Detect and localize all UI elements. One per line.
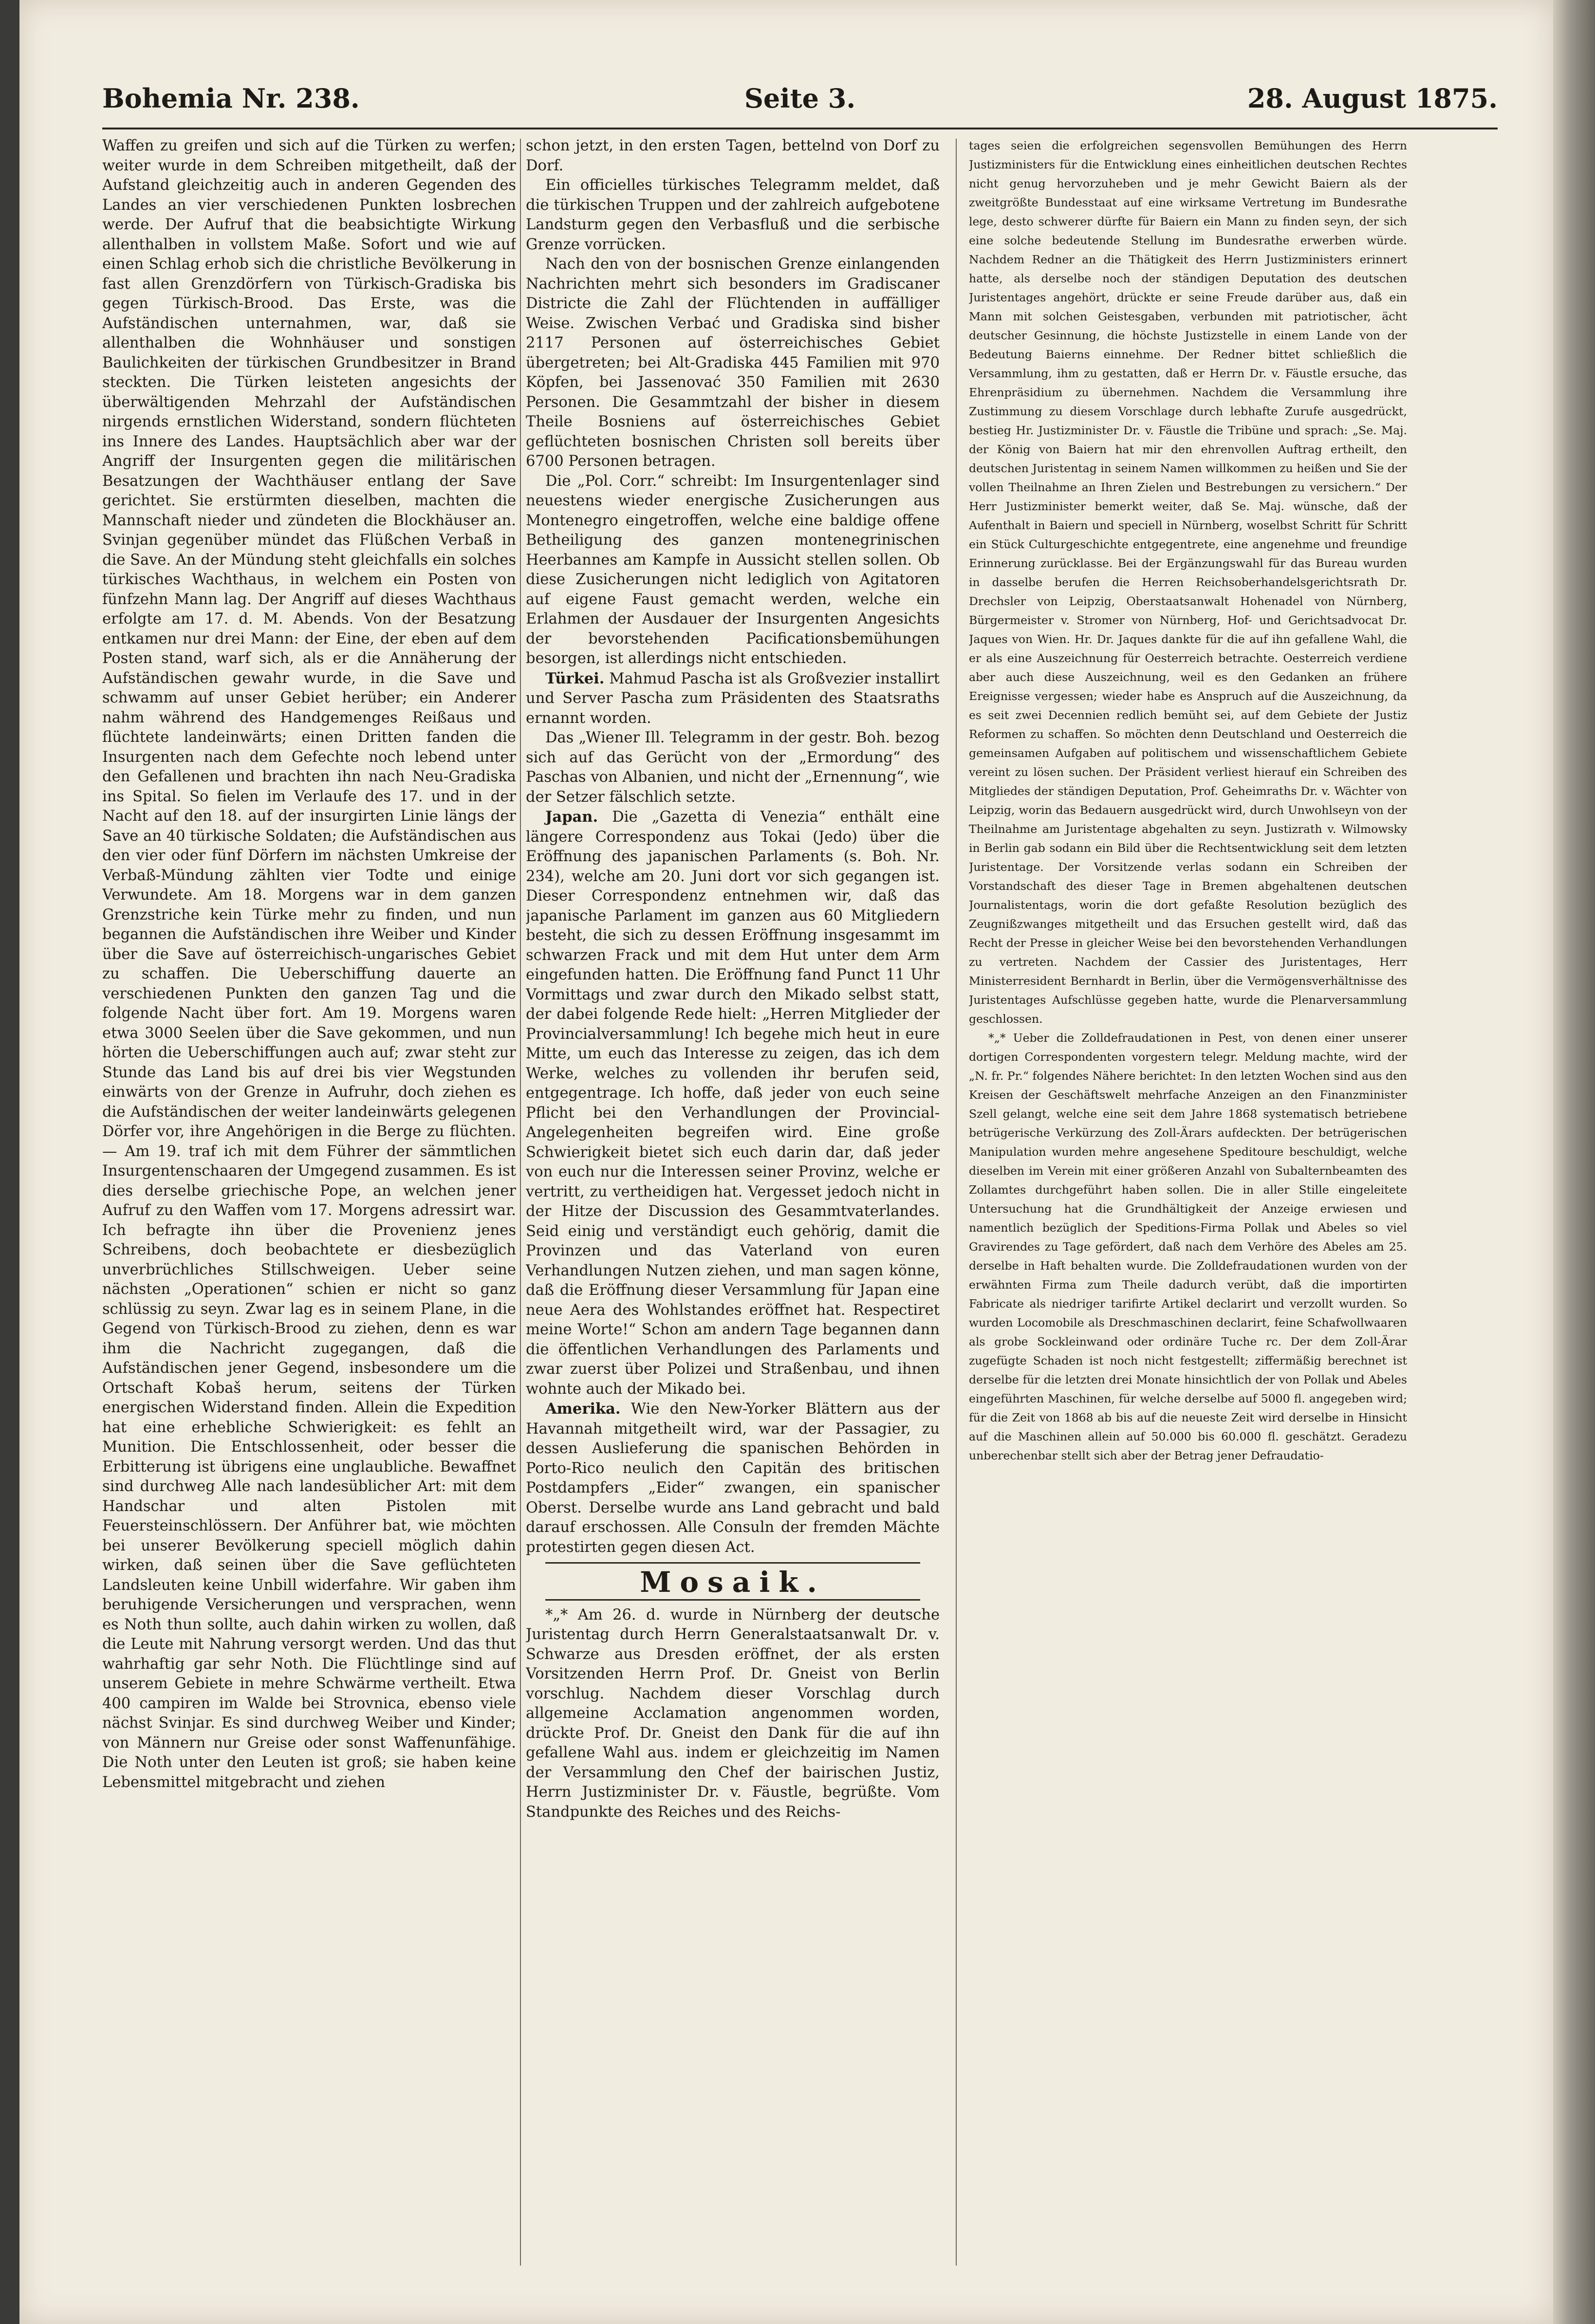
column-rule <box>956 139 957 2266</box>
article-text: schon jetzt, in den ersten Tagen, bettelnd von Dorf zu Dorf. <box>526 137 940 174</box>
rubric-america: Amerika. <box>545 1400 621 1418</box>
article-text: Türkei. Mahmud Pascha ist als Großvezier installirt und Server Pascha zum Präsidenten des Staatsraths ernannt worden. <box>526 669 940 727</box>
header-rule <box>102 128 1498 129</box>
article-text: Ein officielles türkisches Telegramm meldet, daß die türkischen Truppen und der zahlreich aufgebotene Landsturm gegen den Verbasfluß und die serbische Grenze vorrücken. <box>526 177 940 253</box>
section-title: Mosaik. <box>640 1566 826 1599</box>
article-text: Das „Wiener Ill. Telegramm in der gestr. Boh. bezog sich auf das Gerücht von der „Ermordung“ des Paschas von Albanien, und nicht der „Ernennung“, wie der Setzer fälschlich setzte. <box>526 729 940 806</box>
header-publication: Bohemia Nr. 238. <box>102 83 360 114</box>
column-rule <box>520 139 521 2266</box>
article-text: Nach den von der bosnischen Grenze einlangenden Nachrichten mehrt sich besonders im Gradiscaner Districte die Zahl der Flüchtenden in auffälliger Weise. Zwischen Verbać und Gradiska sind bisher 2117 Personen auf österreichisches Gebiet übergetreten; bei Alt-Gradiska 445 Familien mit 970 Köpfen, bei Jassenovać 350 Familien mit 2630 Personen. Die Gesammtzahl der bisher in diesem Theile Bosniens auf österreichisches Gebiet geflüchteten bosnischen Christen soll bereits über 6700 Personen betragen. <box>526 256 940 470</box>
article-text: tages seien die erfolgreichen segensvollen Bemühungen des Herrn Justizministers für die Entwicklung eines einheitlichen deutschen Rechtes nicht genug hervorzuheben und je mehr Gewicht Baiern als der zweitgrößte Bundesstaat auf eine wirksame Vertretung im Bundesrathe lege, desto schwerer dürfte für Baiern ein Mann zu finden seyn, der sich eine solche bedeutende Stellung im Bundesrathe erwerben würde. Nachdem Redner an die Thätigkeit des Herrn Justizministers erinnert hatte, als derselbe noch der ständigen Deputation des deutschen Juristentages angehört, drückte er seine Freude darüber aus, daß ein Mann mit solchen Geistesgaben, verbunden mit patriotischer, ächt deutscher Gesinnung, die höchste Justizstelle in einem Lande von der Bedeutung Baierns einnehme. Der Redner bittet schließlich die Versammlung, ihm zu gestatten, daß er Herrn Dr. v. Fäustle ersuche, das Ehrenpräsidium zu übernehmen. Nachdem die Versammlung ihre Zustimmung zu diesem Vorschlage durch lebhafte Zurufe ausgedrückt, bestieg Hr. Justizminister Dr. v. Fäustle die Tribüne und sprach: „Se. Maj. der König von Baiern hat mir den ehrenvollen Auftrag ertheilt, den deutschen Juristentag in seinem Namen willkommen zu heißen und Sie der vollen Theilnahme an Ihren Zielen und Bestrebungen zu versichern.“ Der Herr Justizminister bemerkt weiter, daß Se. Maj. wünsche, daß der Aufenthalt in Baiern und speciell in Nürnberg, woselbst Schritt für Schritt ein Stück Culturgeschichte entgegentrete, eine angenehme und freundige Erinnerung zurücklasse. Bei der Ergänzungswahl für das Bureau wurden in dasselbe berufen die Herren Reichsoberhandelsgerichtsrath Dr. Drechsler von Leipzig, Oberstaatsanwalt Hohenadel von Nürnberg, Bürgermeister v. Stromer von Nürnberg, Hof- und Gerichtsadvocat Dr. Jaques von Wien. Hr. Dr. Jaques dankte für die auf ihn gefallene Wahl, die er als eine Auszeichnung für Oesterreich betrachte. Oesterreich verdiene aber auch diese Auszeichnung, weil es den Gedanken an frühere Ereignisse vergessen; wieder habe es Anspruch auf die Auszeichnung, da es seit zwei Decennien redlich bemüht sei, auf dem Gebiete der Justiz Reformen zu schaffen. So möchten denn Deutschland und Oesterreich die gemeinsamen Aufgaben auf politischem und wissenschaftlichem Gebiete vereint zu lösen suchen. Der Präsident verliest hierauf ein Schreiben des Mitgliedes der ständigen Deputation, Prof. Geheimraths Dr. v. Wächter von Leipzig, worin das Bedauern ausgedrückt wird, durch Unwohlseyn von der Theilnahme am Juristentage abgehalten zu seyn. Justizrath v. Wilmowsky in Berlin gab sodann ein Bild über die Rechtsentwicklung seit dem letzten Juristentage. Der Vorsitzende verlas sodann ein Schreiben der Vorstandschaft des dieser Tage in Bremen abgehaltenen deutschen Journalistentags, worin die dort gefaßte Resolution bezüglich des Zeugnißzwanges mitgetheilt und das Ersuchen gestellt wird, daß das Recht der Presse in gleicher Weise bei den bevorstehenden Verhandlungen zu vertreten. Nachdem der Cassier des Juristentages, Herr Ministerresident Bernhardt in Berlin, über die Vermögensverhältnisse des Juristentages Aufschlüsse gegeben hatte, wurde die Plenarversammlung geschlossen. <box>969 139 1407 1026</box>
scanner-edge <box>1553 0 1595 2324</box>
article-text: *„* Am 26. d. wurde in Nürnberg der deutsche Juristentag durch Herrn Generalstaatsanwalt Dr. v. Schwarze aus Dresden eröffnet, der als ersten Vorsitzenden Herrn Prof. Dr. Gneist von Berlin vorschlug. Nachdem dieser Vorschlag durch allgemeine Acclamation angenommen worden, drückte Prof. Dr. Gneist den Dank für die auf ihn gefallene Wahl aus. indem er gleichzeitig im Namen der Versammlung den Chef der bairischen Justiz, Herrn Justizminister Dr. v. Fäustle, begrüßte. Vom Standpunkte des Reiches und des Reichs- <box>526 1606 940 1821</box>
column-3 <box>969 136 1407 2270</box>
rubric-japan: Japan. <box>545 808 598 826</box>
rubric-turkey: Türkei. <box>545 669 605 687</box>
column-1 <box>102 136 516 2270</box>
section-rule <box>545 1599 920 1601</box>
article-text: Amerika. Wie den New-Yorker Blättern aus der Havannah mitgetheilt wird, war der Passagier, zu dessen Auslieferung die spanischen Behörden in Porto-Rico neulich den Capitän des britischen Postdampfers „Eider“ zwangen, ein spanischer Oberst. Derselbe wurde ans Land gebracht und bald darauf erschossen. Alle Consuln der fremden Mächte protestirten gegen diesen Act. <box>526 1400 940 1556</box>
header-date: 28. August 1875. <box>1247 83 1498 114</box>
column-2 <box>526 136 940 2270</box>
article-text: Japan. Die „Gazetta di Venezia“ enthält eine längere Correspondenz aus Tokai (Jedo) über die Eröffnung des japanischen Parlaments (s. Boh. Nr. 234), welche am 20. Juni dort vor sich gegangen ist. Dieser Correspondenz entnehmen wir, daß das japanische Parlament im ganzen aus 60 Mitgliedern besteht, die sich zu dessen Eröffnung insgesammt im schwarzen Frack und mit dem Hut unter dem Arm eingefunden hatten. Die Eröffnung fand Punct 11 Uhr Vormittags und zwar durch den Mikado selbst statt, der dabei folgende Rede hielt: „Herren Mitglieder der Provincialversammlung! Ich begehe mich heut in eure Mitte, um euch das Interesse zu zeigen, das ich dem Werke, welches zu vollenden ihr berufen seid, entgegentrage. Ich hoffe, daß jeder von euch seine Pflicht bei den Verhandlungen der Provincial-Angelegenheiten begreifen wird. Eine große Schwierigkeit bietet sich euch darin dar, daß jeder von euch nur die Interessen seiner Provinz, welche er vertritt, zu vertheidigen hat. Vergesset jedoch nicht in der Hitze der Discussion des Gesammtvaterlandes. Seid einig und verständigt euch gehörig, damit die Provinzen und das Vaterland von euren Verhandlungen Nutzen ziehen, und man sagen könne, daß die Eröffnung dieser Versammlung für Japan eine neue Aera des Wohlstandes eröffnet hat. Respectiret meine Worte!“ Schon am andern Tage begannen dann die öffentlichen Verhandlungen des Parlaments und zwar zuerst über Polizei und Straßenbau, und ihnen wohnte auch der Mikado bei. <box>526 808 940 1398</box>
article-text: Die „Pol. Corr.“ schreibt: Im Insurgentenlager sind neuestens wieder energische Zusicherungen aus Montenegro eingetroffen, welche eine baldige offene Betheiligung des ganzen montenegrinischen Heerbannes am Kampfe in Aussicht stellen sollen. Ob diese Zusicherungen nicht lediglich von Agitatoren auf eigene Faust gemacht werden, welche ein Erlahmen der Ausdauer der Insurgenten Angesichts der bevorstehenden Pacificationsbemühungen besorgen, ist allerdings nicht entschieden. <box>526 472 940 667</box>
header-page-number: Seite 3. <box>744 83 856 114</box>
section-rule <box>545 1562 920 1564</box>
page-header <box>102 73 1498 117</box>
article-text: Waffen zu greifen und sich auf die Türken zu werfen; weiter wurde in dem Schreiben mitgetheilt, daß der Aufstand gleichzeitig auch in anderen Gegenden des Landes an vier verschiedenen Punkten losbrechen werde. Der Aufruf that die beabsichtigte Wirkung allenthalben in vollstem Maße. Sofort und wie auf einen Schlag erhob sich die christliche Bevölkerung in fast allen Grenzdörfern von Türkisch-Gradiska bis gegen Türkisch-Brood. Das Erste, was die Aufständischen unternahmen, war, daß sie allenthalben die Wohnhäuser und sonstigen Baulichkeiten der türkischen Grundbesitzer in Brand steckten. Die Türken leisteten angesichts der überwältigenden Mehrzahl der Aufständischen nirgends ernstlichen Widerstand, sondern flüchteten ins Innere des Landes. Hauptsächlich aber war der Angriff der Insurgenten gegen die militärischen Besatzungen der Wachthäuser entlang der Save gerichtet. Sie erstürmten dieselben, machten die Mannschaft nieder und zündeten die Blockhäuser an. Svinjan gegenüber mündet das Flüßchen Verbaß in die Save. An der Mündung steht gleichfalls ein solches türkisches Wachthaus, in welchem ein Posten von fünfzehn Mann lag. Der Angriff auf dieses Wachthaus erfolgte am 17. d. M. Abends. Von der Besatzung entkamen nur drei Mann: der Eine, der eben auf dem Posten stand, warf sich, als er die Annäherung der Aufständischen gewahr wurde, in die Save und schwamm auf unser Gebiet herüber; ein Anderer nahm während des Handgemenges Reißaus und flüchtete landeinwärts; einen Dritten fanden die Insurgenten nach dem Gefechte noch lebend unter den Gefallenen und brachten ihn nach Neu-Gradiska ins Spital. So fielen im Verlaufe des 17. und in der Nacht auf den 18. auf der insurgirten Linie längs der Save an 40 türkische Soldaten; die Aufständischen aus den vier oder fünf Dörfern im nächsten Umkreise der Verbaß-Mündung zählten vier Todte und einige Verwundete. Am 18. Morgens war in dem ganzen Grenzstriche kein Türke mehr zu finden, und nun begannen die Aufständischen ihre Weiber und Kinder über die Save auf österreichisch-ungarisches Gebiet zu schaffen. Die Ueberschiffung dauerte an verschiedenen Punkten den ganzen Tag und die folgende Nacht über fort. Am 19. Morgens waren etwa 3000 Seelen über die Save gekommen, und nun hörten die Ueberschiffungen auch auf; zwar steht zur Stunde das Land bis auf drei bis vier Wegstunden einwärts von der Grenze in Aufruhr, doch ziehen es die Aufständischen der weiter landeinwärts gelegenen Dörfer vor, ihre Angehörigen in die Berge zu flüchten. — Am 19. traf ich mit dem Führer der sämmtlichen Insurgentenschaaren der Umgegend zusammen. Es ist dies derselbe griechische Pope, an welchen jener Aufruf zu den Waffen vom 17. Morgens adressirt war. Ich befragte ihn über die Provenienz jenes Schreibens, doch beobachtete er diesbezüglich unverbrüchliches Stillschweigen. Ueber seine nächsten „Operationen“ schien er nicht so ganz schlüssig zu seyn. Zwar lag es in seinem Plane, in die Gegend von Türkisch-Brood zu ziehen, denn es war ihm die Nachricht zugegangen, daß die Aufständischen jener Gegend, insbesondere um die Ortschaft Kobaš herum, seitens der Türken energischen Widerstand finden. Allein die Expedition hat eine erhebliche Schwierigkeit: es fehlt an Munition. Die Entschlossenheit, oder besser die Erbitterung ist übrigens eine unglaubliche. Bewaffnet sind durchweg Alle nach landesüblicher Art: mit dem Handschar und alten Pistolen mit Feuersteinschlössern. Der Anführer bat, wie möchten bei unserer Bevölkerung speciell möglich dahin wirken, daß seinen über die Save geflüchteten Landsleuten keine Unbill widerfahre. Wir gaben ihm beruhigende Versicherungen und versprachen, wenn es Noth thun sollte, auch dahin wirken zu wollen, daß die Leute mit Nahrung versorgt werden. Und das thut wahrhaftig gar sehr Noth. Die Flüchtlinge sind auf unserem Gebiete in mehre Schwärme vertheilt. Etwa 400 campiren im Walde bei Strovnica, ebenso viele nächst Svinjar. Es sind durchweg Weiber und Kinder; von Männern nur Greise oder sonst Waffenunfähige. Die Noth unter den Leuten ist groß; sie haben keine Lebensmittel mitgebracht und ziehen <box>102 137 516 1791</box>
article-text: *„* Ueber die Zolldefraudationen in Pest, von denen einer unserer dortigen Correspondenten vorgestern telegr. Meldung machte, wird der „N. fr. Pr.“ folgendes Nähere berichtet: In den letzten Wochen sind aus den Kreisen der Geschäftswelt mehrfache Anzeigen an den Finanzminister Szell gelangt, welche eine seit dem Jahre 1868 systematisch betriebene betrügerische Verkürzung des Zoll-Ärars aufdeckten. Der betrügerischen Manipulation wurden mehre angesehene Speditoure beschuldigt, welche dieselben im Verein mit einer größeren Anzahl von Subalternbeamten des Zollamtes durchgeführt haben sollen. Die in aller Stille eingeleitete Untersuchung hat die Grundhältigkeit der Anzeige erwiesen und namentlich bezüglich der Speditions-Firma Pollak und Abeles so viel Gravirendes zu Tage gefördert, daß nach dem Verhöre des Abeles am 25. derselbe in Haft behalten wurde. Die Zolldefraudationen wurden von der erwähnten Firma zum Theile dadurch verübt, daß die importirten Fabricate als niedriger tarifirte Artikel declarirt und verzollt wurden. So wurden Locomobile als Dreschmaschinen declarirt, feine Schafwollwaaren als grobe Sockleinwand oder ordinäre Tuche rc. Der dem Zoll-Ärar zugefügte Schaden ist noch nicht festgestellt; ziffermäßig berechnet ist derselbe für die letzten drei Monate hinsichtlich der von Pollak und Abeles eingeführten Maschinen, für welche derselbe auf 5000 fl. angegeben wird; für die Zeit von 1868 ab bis auf die neueste Zeit wird derselbe in Hinsicht auf die Maschinen allein auf 50.000 bis 60.000 fl. geschätzt. Geradezu unberechenbar stellt sich aber der Betrag jener Defraudatio- <box>969 1031 1407 1462</box>
